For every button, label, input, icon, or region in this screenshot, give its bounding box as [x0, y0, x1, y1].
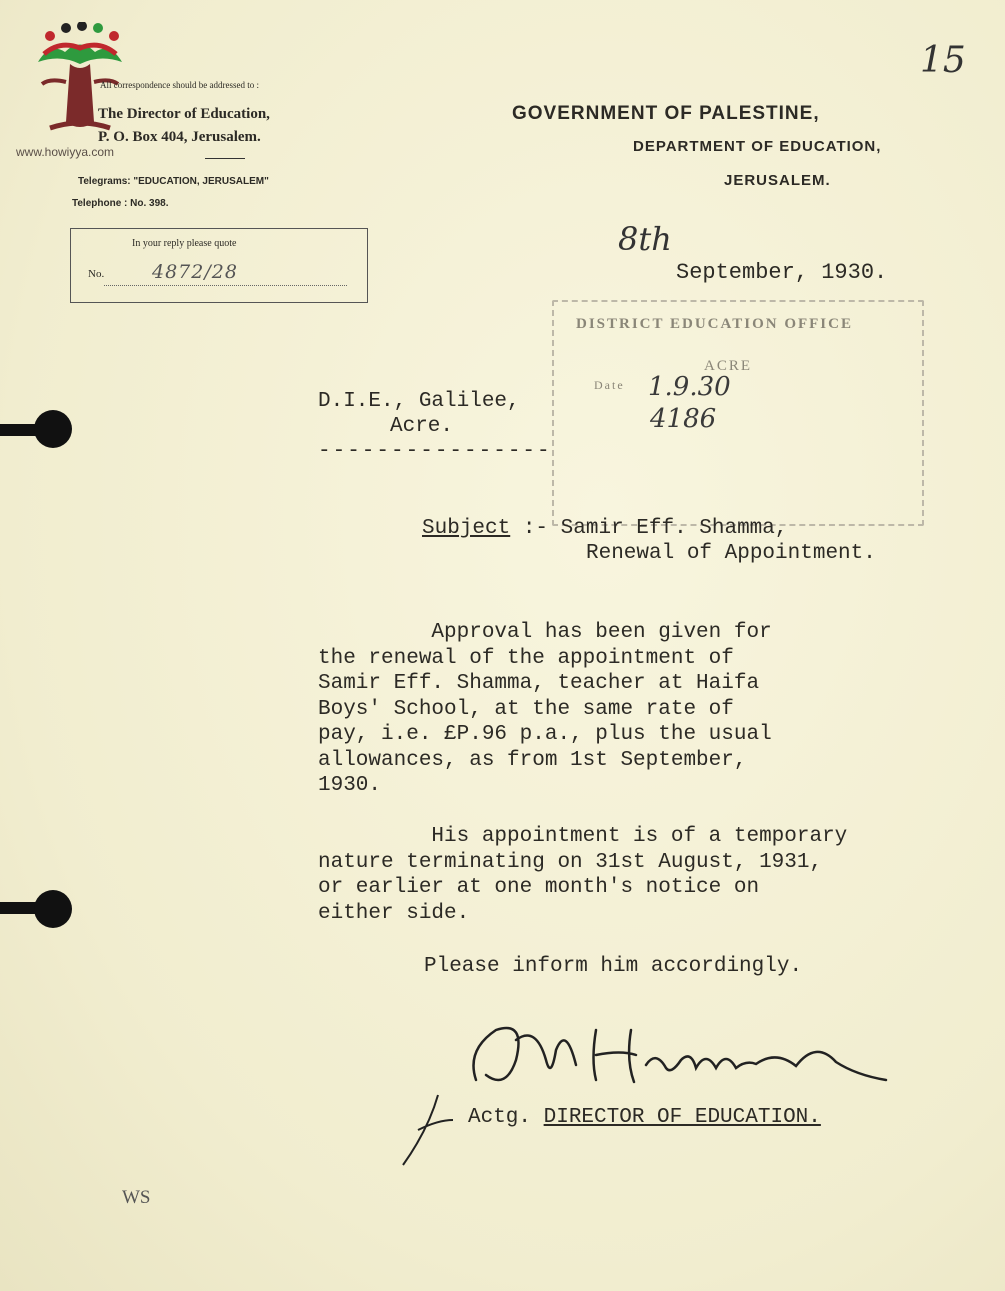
- date-day-handwritten: 8th: [618, 220, 672, 258]
- body-paragraph-2: [318, 824, 847, 926]
- body-line: Approval has been given for: [318, 621, 772, 644]
- recipient-rule: ----------------: [318, 440, 552, 463]
- body-line: Samir Eff. Shamma, teacher at Haifa: [318, 672, 760, 695]
- subject-label: Subject: [422, 517, 511, 540]
- punch-hole-bottom: [34, 890, 72, 928]
- subject-line-2: Renewal of Appointment.: [586, 542, 876, 565]
- punch-hole-top: [34, 410, 72, 448]
- signatory-prefix: Actg.: [468, 1106, 532, 1129]
- body-line: His appointment is of a temporary: [318, 825, 848, 848]
- subject-name: Samir Eff. Shamma,: [560, 517, 788, 540]
- stamp-date-handwritten: 1.9.30: [648, 372, 731, 402]
- stamp-location: ACRE: [704, 358, 753, 374]
- signatory-role: DIRECTOR OF EDUCATION.: [543, 1106, 821, 1129]
- body-line: nature terminating on 31st August, 1931,: [318, 850, 823, 874]
- body-paragraph-3: Please inform him accordingly.: [424, 955, 803, 978]
- typist-initials: WS: [122, 1187, 151, 1208]
- body-line: 1930.: [318, 774, 382, 797]
- telephone-line: Telephone : No. 398.: [72, 198, 169, 209]
- subject-line: [422, 517, 788, 540]
- address-line-1: The Director of Education,: [98, 106, 270, 122]
- page-number: 15: [920, 40, 966, 81]
- handwritten-signature: [456, 1020, 896, 1100]
- body-line: either side.: [318, 901, 470, 925]
- stamp-date-label: Date: [594, 378, 625, 392]
- reply-box-no-prefix: No.: [88, 268, 105, 280]
- stamp-number-handwritten: 4186: [650, 404, 717, 434]
- received-stamp: [552, 300, 924, 526]
- body-line: pay, i.e. £P.96 p.a., plus the usual: [318, 723, 772, 746]
- per-pro-mark: [398, 1090, 458, 1170]
- telegrams-line: Telegrams: "EDUCATION, JERUSALEM": [78, 176, 269, 187]
- address-divider: [205, 158, 245, 159]
- watermark-url: www.howiyya.com: [16, 145, 115, 159]
- body-line: the renewal of the appointment of: [318, 646, 734, 670]
- date-month-year: September, 1930.: [676, 260, 888, 285]
- reply-reference-number: 4872/28: [152, 261, 238, 283]
- recipient-line-1: D.I.E., Galilee,: [318, 390, 520, 413]
- recipient-line-2: Acre.: [390, 415, 454, 438]
- body-line: Boys' School, at the same rate of: [318, 697, 734, 721]
- reply-box-label: In your reply please quote: [132, 238, 237, 249]
- body-line: allowances, as from 1st September,: [318, 748, 747, 772]
- body-line: or earlier at one month's notice on: [318, 876, 760, 899]
- address-line-2: P. O. Box 404, Jerusalem.: [98, 129, 261, 145]
- subject-separator: :-: [522, 517, 549, 540]
- stamp-office-name: DISTRICT EDUCATION OFFICE: [576, 316, 853, 332]
- department-title: DEPARTMENT OF EDUCATION,: [633, 138, 882, 155]
- correspondence-note: All correspondence should be addressed to :: [100, 80, 259, 90]
- reply-box-dotted-line: [104, 285, 347, 286]
- department-city: JERUSALEM.: [724, 172, 831, 189]
- signatory-title: [468, 1106, 821, 1129]
- body-paragraph-1: [318, 620, 772, 799]
- government-title: GOVERNMENT OF PALESTINE,: [512, 103, 820, 124]
